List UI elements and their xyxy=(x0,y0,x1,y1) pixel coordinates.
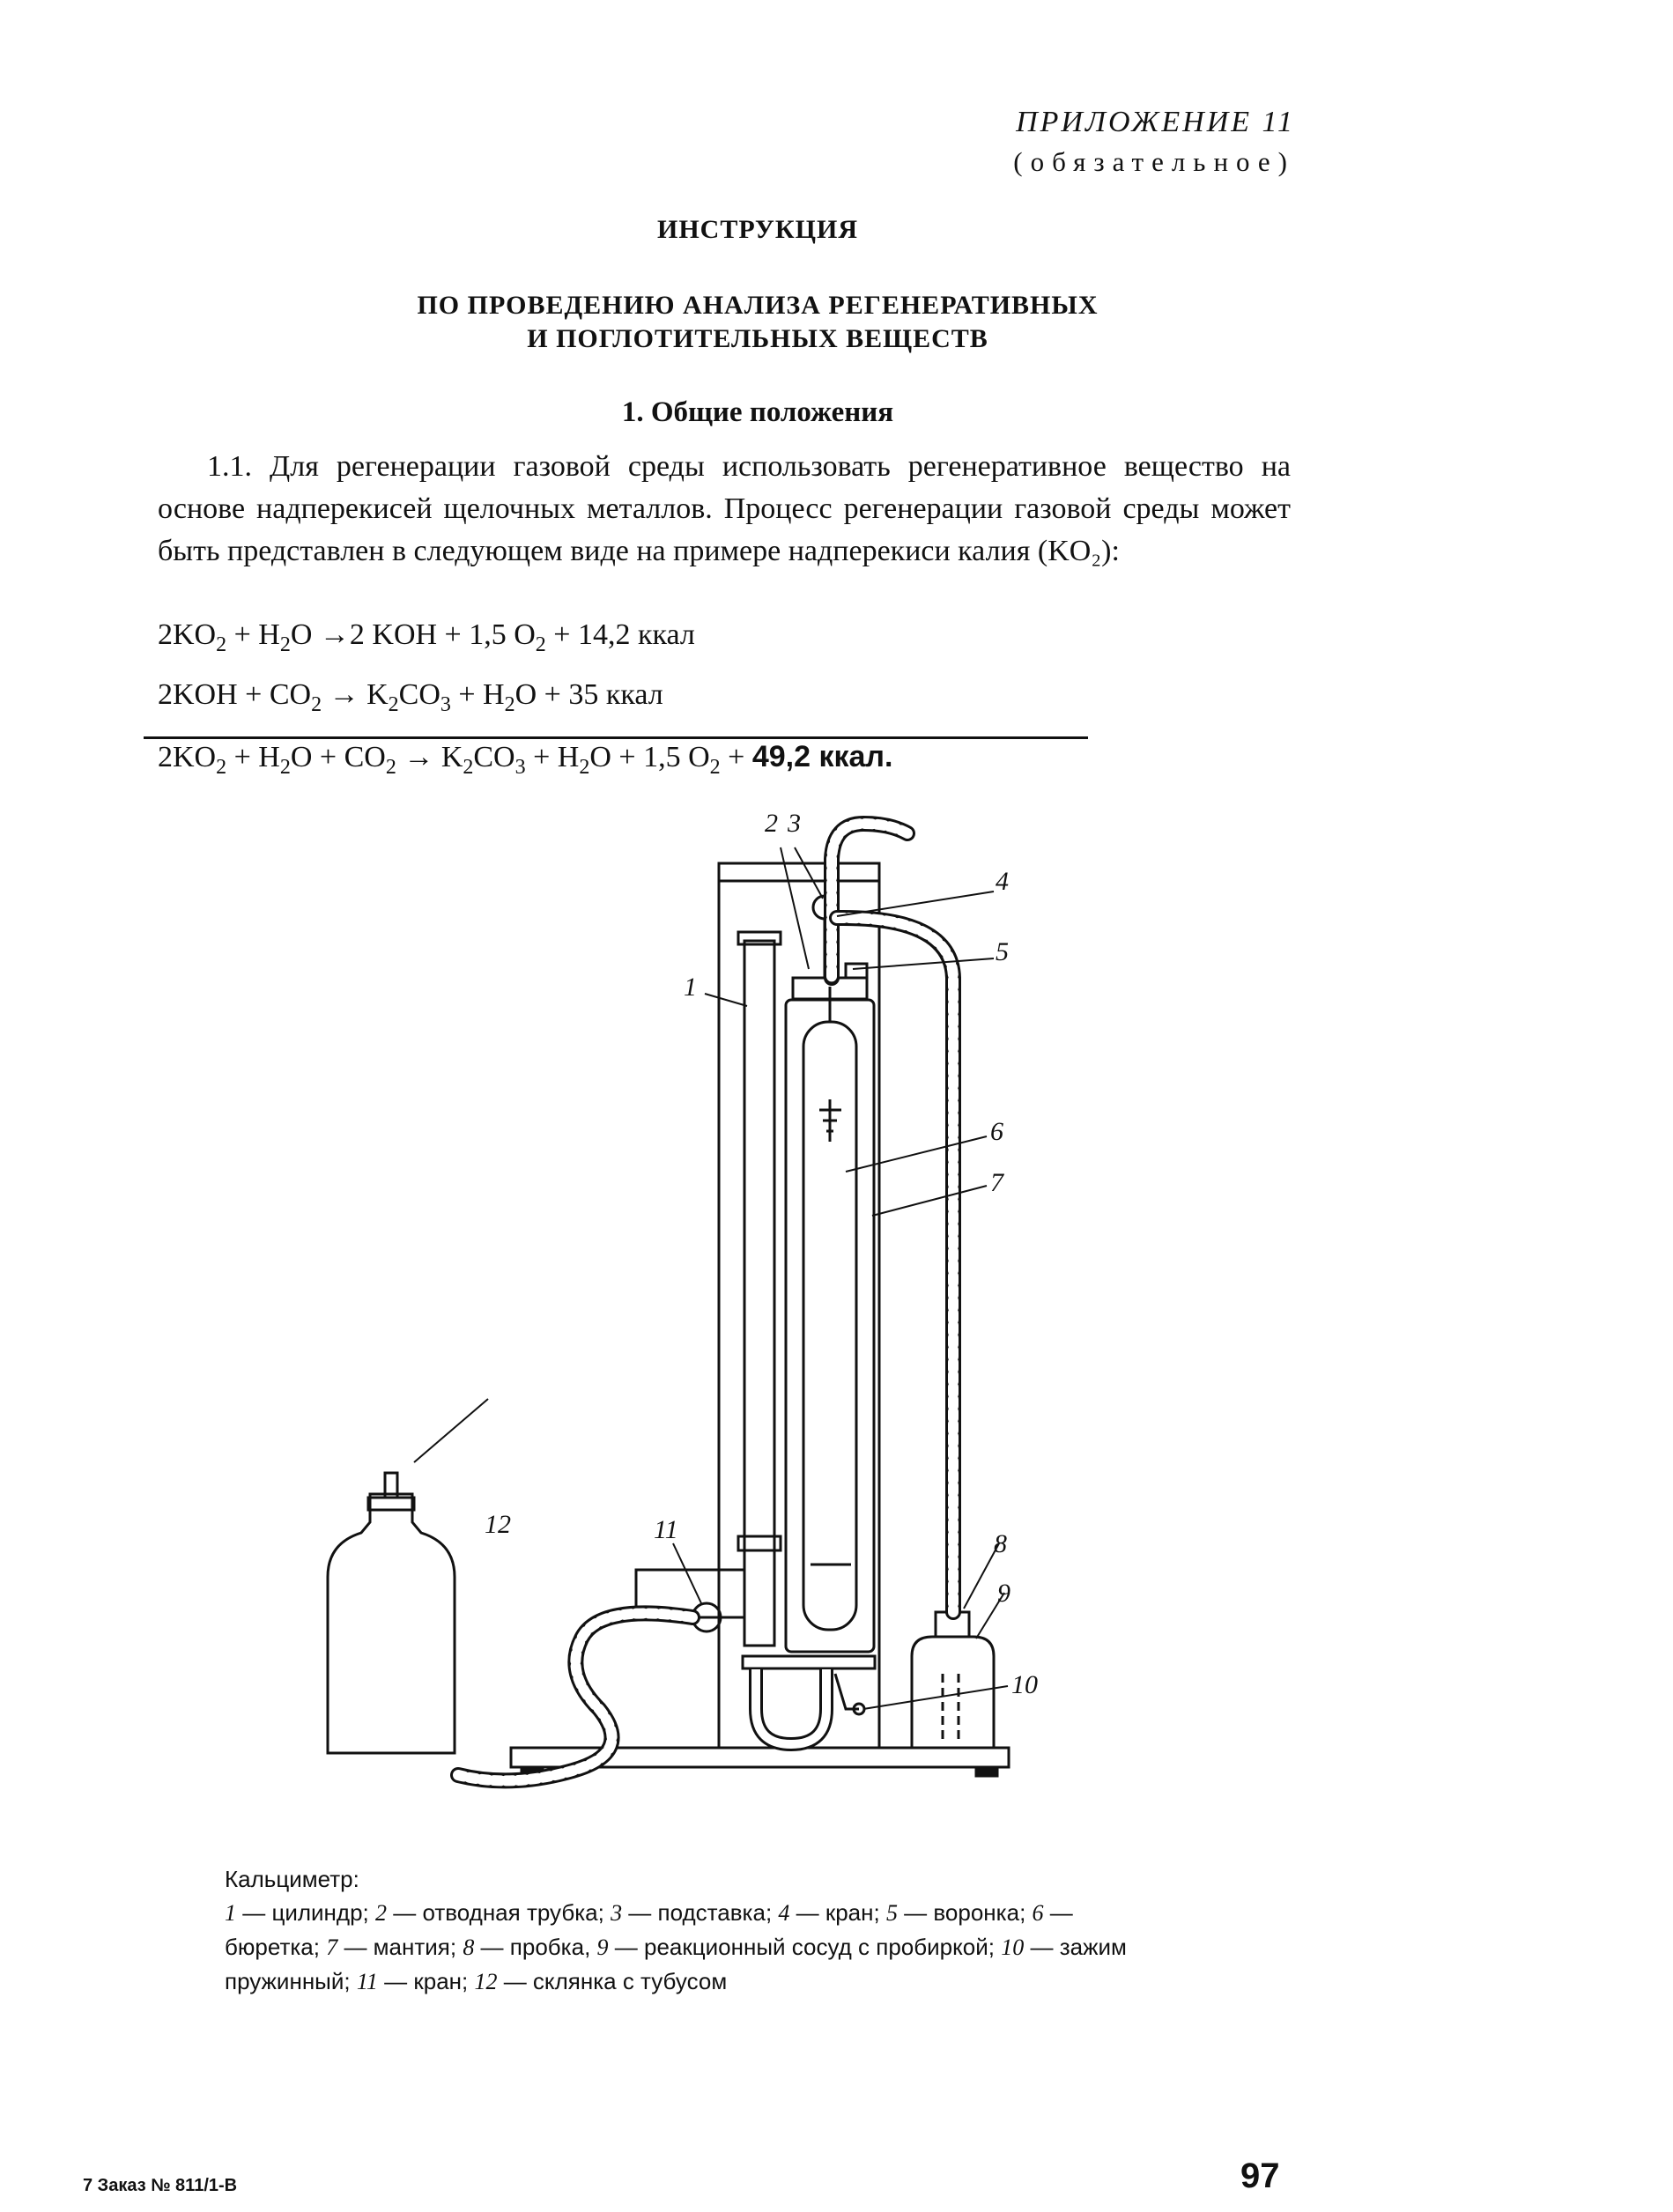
callout-7: 7 xyxy=(990,1168,1003,1197)
callout-11: 11 xyxy=(654,1515,678,1544)
callout-4: 4 xyxy=(996,867,1009,896)
callout-9: 9 xyxy=(997,1579,1010,1608)
mantle-7 xyxy=(786,1000,874,1652)
callout-3: 3 xyxy=(788,809,801,838)
document-subtitle-line1: ПО ПРОВЕДЕНИЮ АНАЛИЗА РЕГЕНЕРАТИВНЫХ xyxy=(417,291,1099,320)
figure-caption xyxy=(225,1862,1141,1999)
caption-legend: 1 — цилиндр; 2 — отводная трубка; 3 — подставка; 4 — кран; 5 — воронка; 6 — бюретка; 7 — мантия; 8 — пробка, 9 — реакционный сосуд с пробиркой; 10 — зажим пружинный; 11 — кран; 12 — склянка с тубусом xyxy=(225,1899,1127,1994)
document-title: ИНСТРУКЦИЯ xyxy=(656,215,859,244)
callout-10: 10 xyxy=(1011,1670,1038,1699)
equation-sum: $2KO_2 + H_2O + CO_2 \to K_2CO_3 + H_2O + 1,5$ $O_2 + 49,2$ ккал. xyxy=(158,740,893,779)
callout-8: 8 xyxy=(994,1529,1007,1558)
reaction-vessel-9 xyxy=(912,1637,994,1748)
section-heading: 1. Общие положения xyxy=(621,396,894,428)
callout-12: 12 xyxy=(485,1510,511,1539)
callout-1: 1 xyxy=(684,973,697,1002)
callout-2: 2 xyxy=(765,809,778,838)
paragraph-1-1: 1.1. Для регенерации газовой среды использовать регенеративное вещество на основе надперекисей щелочных металлов. Процесс регенерации газовой среды может быть представлен в следующем виде на примере надперекиси калия (KO₂): xyxy=(158,450,1291,567)
bottle-12 xyxy=(328,1494,455,1753)
equation-1: $2KO_2 + H_2O \to 2$ KOH + 1,5 $O_2 + 14,2$ ккал xyxy=(158,618,695,656)
equation-2: $2KOH + CO_2 \to K_2CO_3 + H_2O + 35$ ккал xyxy=(158,678,663,716)
appendix-note: (обязательное) xyxy=(1013,146,1295,177)
caption-title: Кальциметр: xyxy=(225,1866,359,1892)
document-subtitle-line2: И ПОГЛОТИТЕЛЬНЫХ ВЕЩЕСТВ xyxy=(527,324,988,353)
cylinder-1 xyxy=(744,941,774,1646)
page-number: 97 xyxy=(1240,2157,1280,2195)
callout-6: 6 xyxy=(990,1117,1003,1146)
appendix-label: ПРИЛОЖЕНИЕ 11 xyxy=(1016,106,1295,138)
callout-5: 5 xyxy=(996,937,1009,966)
order-number: 7 Заказ № 811/1-В xyxy=(83,2176,238,2195)
